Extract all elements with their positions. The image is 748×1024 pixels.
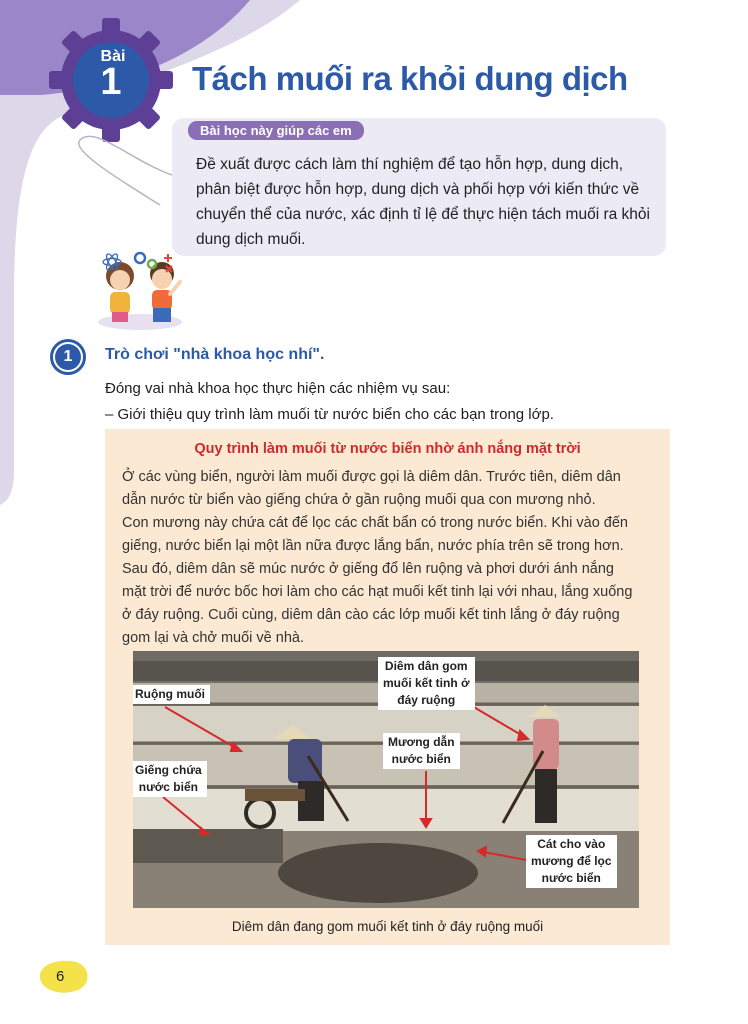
salt-field-photo	[133, 651, 639, 908]
callout-line: Mương dẫn	[388, 735, 455, 749]
lesson-badge-label: Bài	[100, 48, 126, 65]
callout-line: mương để lọc	[531, 854, 612, 868]
objectives-line: dung dịch muối.	[196, 231, 306, 248]
process-line: gom lại và chở muối về nhà.	[122, 630, 304, 646]
objectives-line: phân biệt được hỗn hợp, dung dịch và phối hợp với kiến thức về	[196, 181, 640, 198]
callout-line: muối kết tinh ở	[383, 676, 470, 690]
section-intro: Đóng vai nhà khoa học thực hiện các nhiệm vụ sau:	[105, 380, 451, 397]
callout-line: Giếng chứa	[135, 763, 202, 777]
section-number: 1	[55, 344, 81, 370]
process-line: mặt trời để nước bốc hơi làm cho các hạt muối kết tinh lại với nhau, lắng xuống	[122, 584, 633, 600]
process-line: Con mương này chứa cát để lọc các chất bẩn có trong nước biển. Khi vào đến	[122, 515, 628, 531]
callout-line: nước biển	[541, 871, 601, 885]
callout-gom-muoi	[378, 657, 475, 710]
callout-line: Diêm dân gom	[384, 659, 468, 673]
callout-line: nước biển	[138, 780, 198, 794]
page-number: 6	[56, 968, 65, 985]
photo-caption: Diêm dân đang gom muối kết tinh ở đáy ruộng muối	[231, 919, 544, 934]
lesson-badge-number: 1	[100, 61, 122, 103]
callout-gieng-chua	[133, 761, 207, 797]
decorative-thread	[79, 136, 172, 205]
kids-illustration	[98, 252, 182, 330]
objectives-line: Đề xuất được cách làm thí nghiệm để tạo hỗn hợp, dung dịch,	[196, 156, 624, 173]
process-line: giếng, nước biển lại một lần nữa được lắng bẩn, nước phía trên sẽ trong hơn.	[122, 538, 624, 554]
process-line: dẫn nước từ biển vào giếng chứa ở gần ruộng muối qua con mương nhỏ.	[122, 492, 596, 508]
callout-muong-dan	[383, 733, 460, 769]
process-text	[122, 466, 657, 650]
lesson-title: Tách muối ra khỏi dung dịch	[192, 60, 628, 97]
process-line: ở đáy ruộng. Cuối cùng, diêm dân cào các lớp muối kết tinh lắng ở đáy ruộng	[122, 607, 620, 623]
process-line: Ở các vùng biển, người làm muối được gọi là diêm dân. Trước tiên, diêm dân	[122, 469, 621, 485]
callout-line: Ruộng muối	[135, 687, 205, 701]
process-title: Quy trình làm muối từ nước biển nhờ ánh nắng mặt trời	[194, 441, 581, 457]
callout-line: nước biển	[391, 752, 451, 766]
callout-cat-loc	[526, 835, 617, 888]
section-title: Trò chơi "nhà khoa học nhí".	[105, 346, 325, 363]
process-line: Sau đó, diêm dân sẽ múc nước ở giếng đổ lên ruộng và phơi dưới ánh nắng	[122, 561, 614, 577]
objectives-line: chuyển thể của nước, xác định tỉ lệ để thực hiện tách muối ra khỏi	[196, 206, 650, 223]
gears-icon	[135, 253, 156, 268]
objectives-text	[196, 152, 658, 252]
objectives-tag: Bài học này giúp các em	[188, 121, 364, 140]
callout-line: Cát cho vào	[537, 837, 606, 851]
callout-line: đáy ruộng	[397, 693, 456, 707]
callout-ruong-muoi	[133, 685, 210, 704]
section-bullet: – Giới thiệu quy trình làm muối từ nước biển cho các bạn trong lớp.	[105, 406, 554, 423]
